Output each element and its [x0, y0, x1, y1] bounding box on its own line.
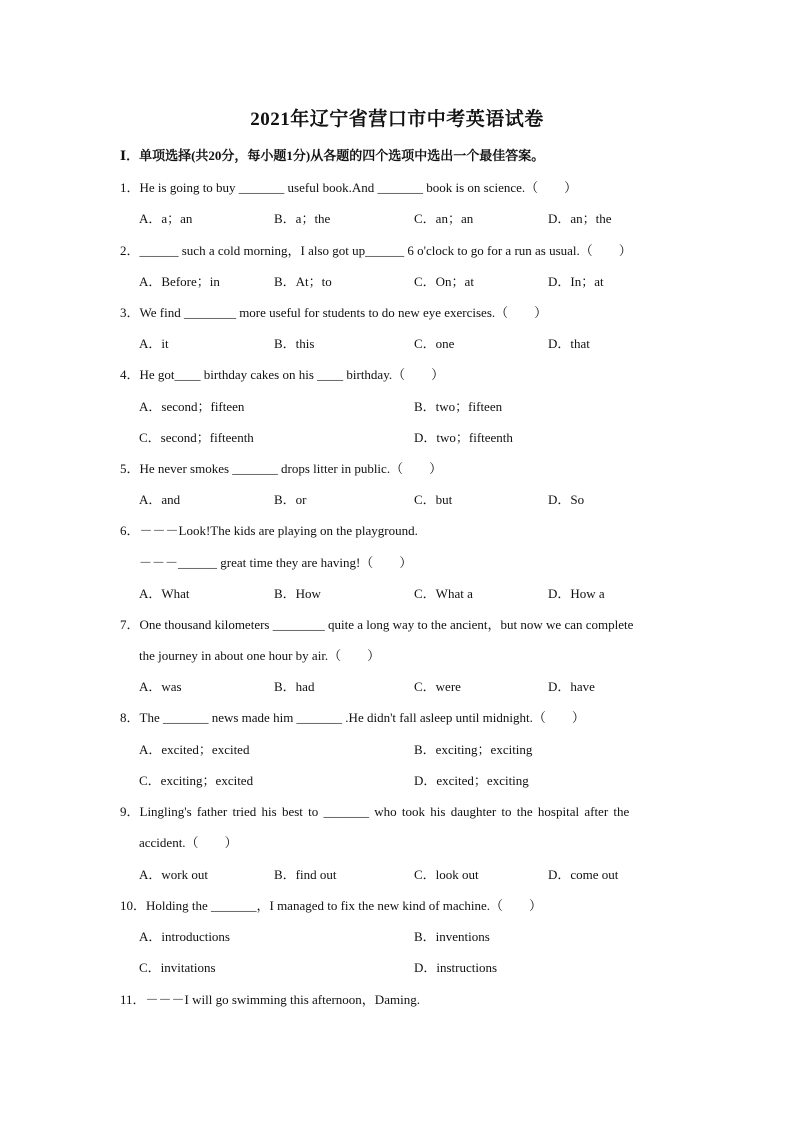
option-6d: D．How a: [548, 586, 605, 601]
option-6b: B．How: [274, 586, 321, 601]
question-7-line2: the journey in about one hour by air.（ ）: [139, 648, 381, 663]
option-8b: B．exciting；exciting: [414, 742, 533, 757]
option-5b: B．or: [274, 492, 307, 507]
option-4c: C．second；fifteenth: [139, 430, 254, 445]
option-8d: D．excited；exciting: [414, 773, 529, 788]
question-4: 4．He got____ birthday cakes on his ____ birthday.（ ）: [120, 367, 445, 382]
page-title: 2021年辽宁省营口市中考英语试卷: [250, 109, 544, 130]
option-10b: B．inventions: [414, 929, 490, 944]
question-5: 5．He never smokes _______ drops litter in public.（ ）: [120, 461, 443, 476]
option-7c: C．were: [414, 679, 461, 694]
question-7: 7．One thousand kilometers ________ quite a long way to the ancient，but now we can complete: [120, 617, 634, 632]
option-2c: C．On；at: [414, 274, 474, 289]
option-9a: A．work out: [139, 867, 208, 882]
question-9: 9．Lingling's father tried his best to _______ who took his daughter to the hospital after the: [120, 804, 630, 819]
option-3c: C．one: [414, 336, 455, 351]
option-10a: A．introductions: [139, 929, 230, 944]
question-9-line2: accident.（ ）: [139, 835, 238, 850]
option-7a: A．was: [139, 679, 182, 694]
option-4b: B．two；fifteen: [414, 399, 503, 414]
question-1: 1．He is going to buy _______ useful book.And _______ book is on science.（ ）: [120, 180, 578, 195]
option-5c: C．but: [414, 492, 453, 507]
option-8c: C．exciting；excited: [139, 773, 254, 788]
option-9c: C．look out: [414, 867, 479, 882]
option-4a: A．second；fifteen: [139, 399, 245, 414]
option-2a: A．Before；in: [139, 274, 220, 289]
option-8a: A．excited；excited: [139, 742, 250, 757]
option-10d: D．instructions: [414, 960, 498, 975]
option-1b: B．a；the: [274, 211, 331, 226]
question-11: 11．－－－I will go swimming this afternoon，Daming.: [120, 992, 420, 1007]
option-7b: B．had: [274, 679, 315, 694]
option-5a: A．and: [139, 492, 181, 507]
option-9d: D．come out: [548, 867, 619, 882]
question-6: 6．－－－Look!The kids are playing on the playground.: [120, 523, 418, 538]
option-4d: D．two；fifteenth: [414, 430, 513, 445]
option-5d: D．So: [548, 492, 585, 507]
option-6a: A．What: [139, 586, 190, 601]
option-1c: C．an；an: [414, 211, 474, 226]
option-7d: D．have: [548, 679, 595, 694]
option-1a: A．a；an: [139, 211, 193, 226]
section-heading: Ⅰ．单项选择(共20分，每小题1分)从各题的四个选项中选出一个最佳答案。: [120, 148, 545, 163]
option-9b: B．find out: [274, 867, 337, 882]
question-3: 3．We find ________ more useful for students to do new eye exercises.（ ）: [120, 305, 548, 320]
question-10: 10．Holding the _______，I managed to fix the new kind of machine.（ ）: [120, 898, 543, 913]
question-6-line2: －－－______ great time they are having!（ ）: [139, 555, 413, 570]
option-3a: A．it: [139, 336, 169, 351]
option-3b: B．this: [274, 336, 315, 351]
question-2: 2．______ such a cold morning，I also got up______ 6 o'clock to go for a run as usual.（ ）: [120, 243, 632, 258]
option-3d: D．that: [548, 336, 590, 351]
question-8: 8．The _______ news made him _______ .He didn't fall asleep until midnight.（ ）: [120, 710, 585, 725]
option-6c: C．What a: [414, 586, 473, 601]
option-2b: B．At；to: [274, 274, 332, 289]
option-2d: D．In；at: [548, 274, 604, 289]
option-10c: C．invitations: [139, 960, 216, 975]
option-1d: D．an；the: [548, 211, 612, 226]
